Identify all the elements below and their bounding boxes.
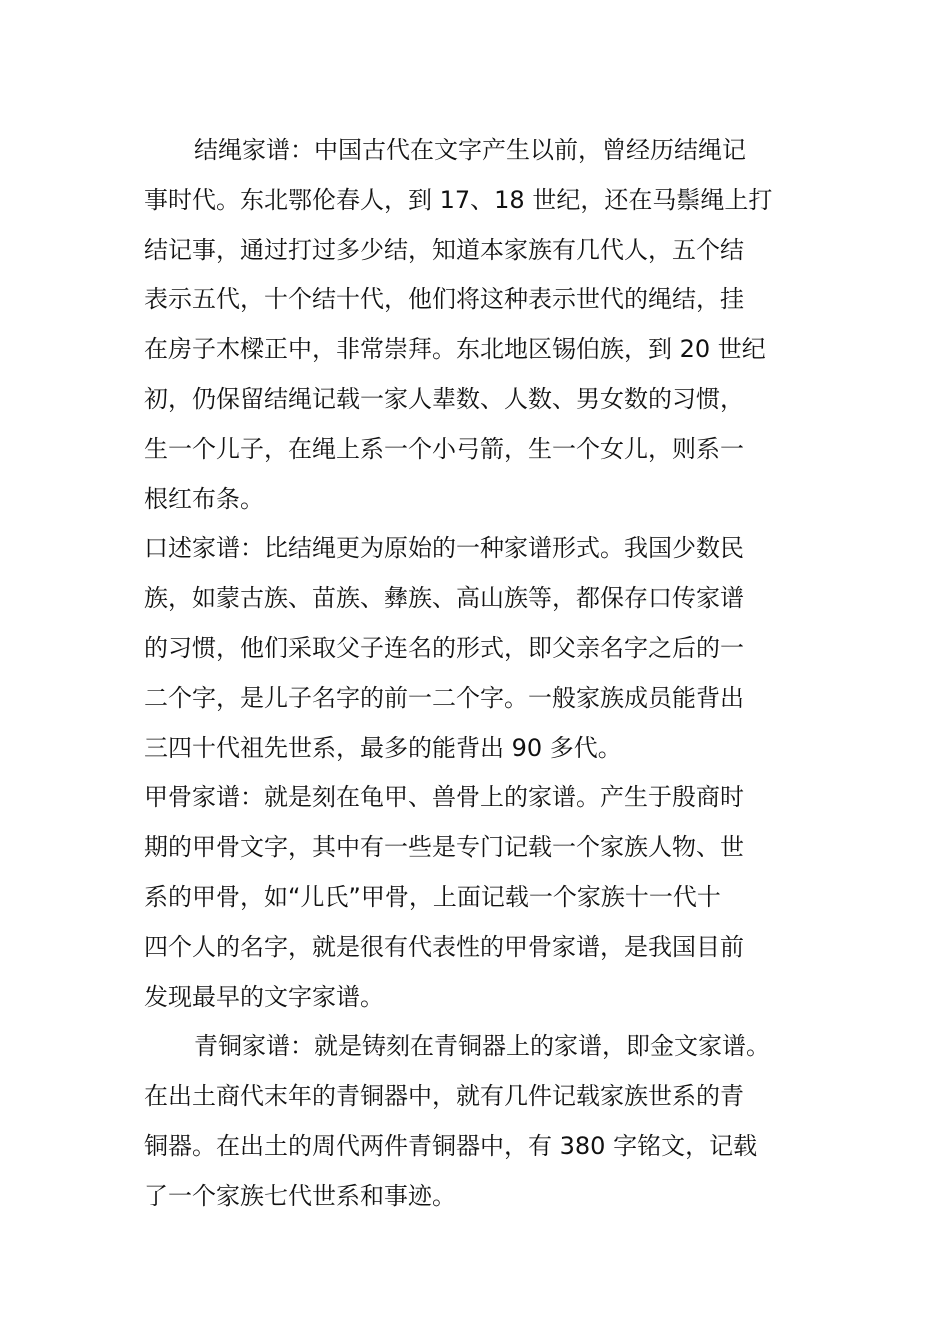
text-line: 口述家谱：比结绳更为原始的一种家谱形式。我国少数民 [144,534,744,563]
text-line: 发现最早的文字家谱。 [144,982,384,1011]
text-line: 三四十代祖先世系，最多的能背出 90 多代。 [144,733,622,762]
text-line: 铜器。在出土的周代两件青铜器中，有 380 字铭文，记载 [144,1131,758,1160]
text-line: 了一个家族七代世系和事迹。 [144,1181,456,1210]
text-line: 根红布条。 [144,484,264,513]
paragraph-oral-genealogy [144,524,814,773]
text-line: 期的甲骨文字，其中有一些是专门记载一个家族人物、世 [144,833,744,862]
paragraph-knot-genealogy [144,126,814,524]
paragraph-oracle-bone-genealogy [144,773,814,1022]
text-line: 在出土商代末年的青铜器中，就有几件记载家族世系的青 [144,1082,744,1111]
text-line: 甲骨家谱：就是刻在龟甲、兽骨上的家谱。产生于殷商时 [144,783,744,812]
text-line: 的习惯，他们采取父子连名的形式，即父亲名字之后的一 [144,633,744,662]
text-line: 结记事，通过打过多少结，知道本家族有几代人，五个结 [144,235,744,264]
text-line: 系的甲骨，如“儿氏”甲骨，上面记载一个家族十一代十 [144,882,721,911]
text-line: 事时代。东北鄂伦春人，到 17、18 世纪，还在马鬃绳上打 [144,185,773,214]
document-body [144,126,814,1222]
text-line: 表示五代，十个结十代，他们将这种表示世代的绳结，挂 [144,285,744,314]
text-line: 二个字，是儿子名字的前一二个字。一般家族成员能背出 [144,683,744,712]
text-line: 初，仍保留结绳记载一家人辈数、人数、男女数的习惯， [144,384,744,413]
text-line: 青铜家谱：就是铸刻在青铜器上的家谱，即金文家谱。 [194,1032,770,1061]
text-line: 结绳家谱：中国古代在文字产生以前，曾经历结绳记 [194,136,746,164]
text-line: 生一个儿子，在绳上系一个小弓箭，生一个女儿，则系一 [144,434,744,463]
text-line: 在房子木樑正中，非常崇拜。东北地区锡伯族，到 20 世纪 [144,335,766,364]
text-line: 四个人的名字，就是很有代表性的甲骨家谱，是我国目前 [144,932,744,961]
text-line: 族，如蒙古族、苗族、彝族、高山族等，都保存口传家谱 [144,584,744,613]
paragraph-bronze-genealogy [144,1022,814,1221]
